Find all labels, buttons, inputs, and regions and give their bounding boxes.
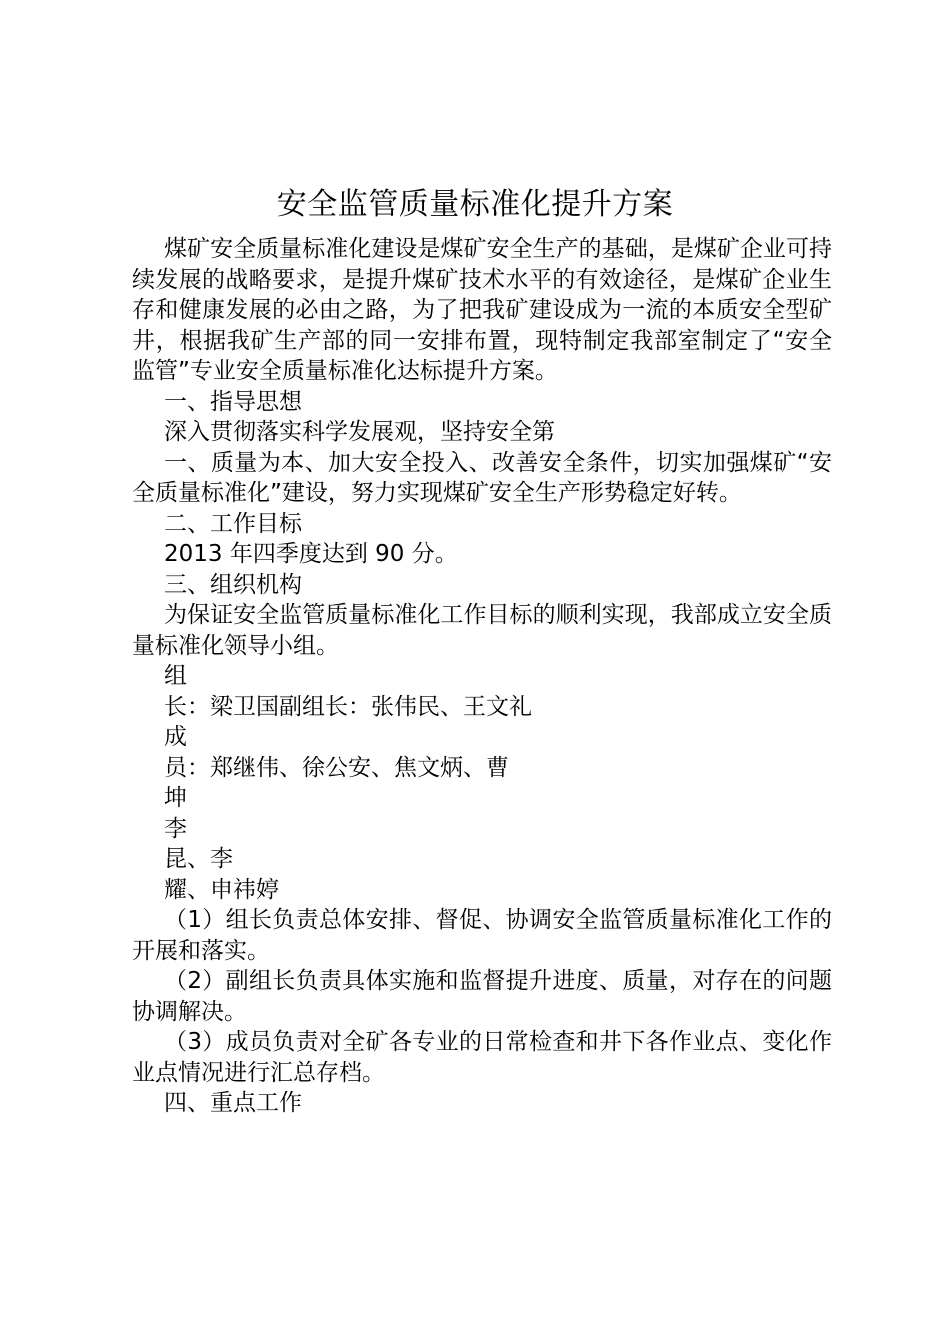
paragraph-organization: 为保证安全监管质量标准化工作目标的顺利实现，我部成立安全质量标准化领导小组。 [132,602,832,659]
line-member-yao: 耀、申祎婷 [164,876,279,903]
line-member-li: 李 [164,815,187,842]
line-group-leader: 长：梁卫国副组长：张伟民、王文礼 [164,693,532,720]
line-member-kun-li: 昆、李 [164,846,233,872]
document-body [132,234,832,1119]
duty-deputy: （2）副组长负责具体实施和监督提升进度、质量，对存在的问题协调解决。 [132,968,832,1025]
heading-key-work: 四、重点工作 [164,1090,302,1116]
duty-members: （3）成员负责对全矿各专业的日常检查和井下各作业点、变化作业点情况进行汇总存档。 [132,1029,832,1086]
heading-organization: 三、组织机构 [164,571,302,598]
paragraph-work-goal: 2013 年四季度达到 90 分。 [164,541,458,567]
line-members-1: 成 [164,724,187,750]
line-member-kun: 坤 [164,785,187,811]
heading-guiding-thought: 一、指导思想 [164,388,302,415]
paragraph-intro: 煤矿安全质量标准化建设是煤矿安全生产的基础，是煤矿企业可持续发展的战略要求，是提升煤矿技术水平的有效途径，是煤矿企业生存和健康发展的必由之路，为了把我矿建设成为一流的本质安全型矿井，根据我矿生产部的同一安排布置，现特制定我部室制定了“安全监管”专业安全质量标准化达标提升方案。 [132,236,832,384]
document-title: 安全监管质量标准化提升方案 [276,187,674,222]
paragraph-quality: 一、质量为本、加大安全投入、改善安全条件，切实加强煤矿“安全质量标准化”建设，努力实现煤矿安全生产形势稳定好转。 [132,449,832,506]
duty-leader: （1）组长负责总体安排、督促、协调安全监管质量标准化工作的开展和落实。 [132,907,832,964]
heading-work-goal: 二、工作目标 [164,510,302,537]
line-members-list: 员：郑继伟、徐公安、焦文炳、曹 [164,754,509,781]
line-group-1: 组 [164,663,187,689]
paragraph-guiding-thought: 深入贯彻落实科学发展观，坚持安全第 [164,419,555,445]
